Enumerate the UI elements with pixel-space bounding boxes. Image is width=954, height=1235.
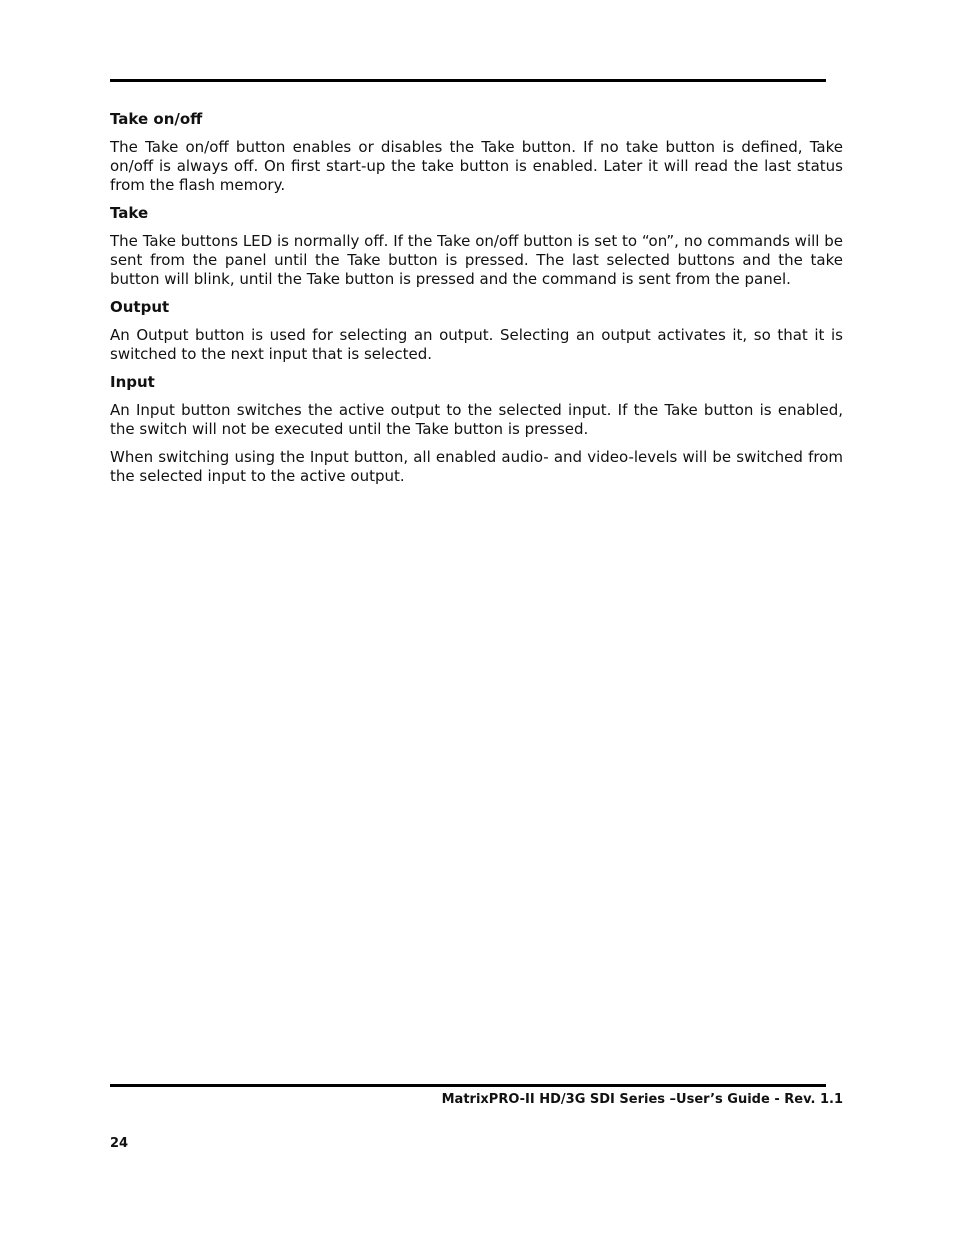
page-content	[110, 110, 843, 495]
section-heading: Take	[110, 204, 149, 222]
footer-title: MatrixPRO-II HD/3G SDI Series –User’s Guide - Rev. 1.1	[441, 1092, 843, 1107]
page-number: 24	[110, 1136, 129, 1151]
section-heading: Output	[110, 298, 170, 316]
section-take-on-off	[110, 110, 843, 195]
footer-rule	[110, 1084, 826, 1087]
section-output	[110, 298, 843, 364]
paragraph: The Take buttons LED is normally off. If the Take on/off button is set to “on”, no commands will be sent from the panel until the Take button is pressed. The last selected buttons and the take button will blink, until the Take button is pressed and the command is sent from the panel.	[110, 232, 843, 288]
header-rule	[110, 79, 826, 82]
section-heading: Input	[110, 373, 155, 391]
paragraph: An Input button switches the active output to the selected input. If the Take button is enabled, the switch will not be executed until the Take button is pressed.	[110, 401, 843, 438]
section-heading: Take on/off	[110, 110, 203, 128]
section-take	[110, 204, 843, 289]
paragraph: An Output button is used for selecting an output. Selecting an output activates it, so that it is switched to the next input that is selected.	[110, 326, 843, 363]
paragraph: When switching using the Input button, all enabled audio- and video-levels will be switched from the selected input to the active output.	[110, 448, 843, 485]
section-input	[110, 373, 843, 486]
paragraph: The Take on/off button enables or disables the Take button. If no take button is defined, Take on/off is always off. On first start-up the take button is enabled. Later it will read the last status from the flash memory.	[110, 138, 843, 194]
